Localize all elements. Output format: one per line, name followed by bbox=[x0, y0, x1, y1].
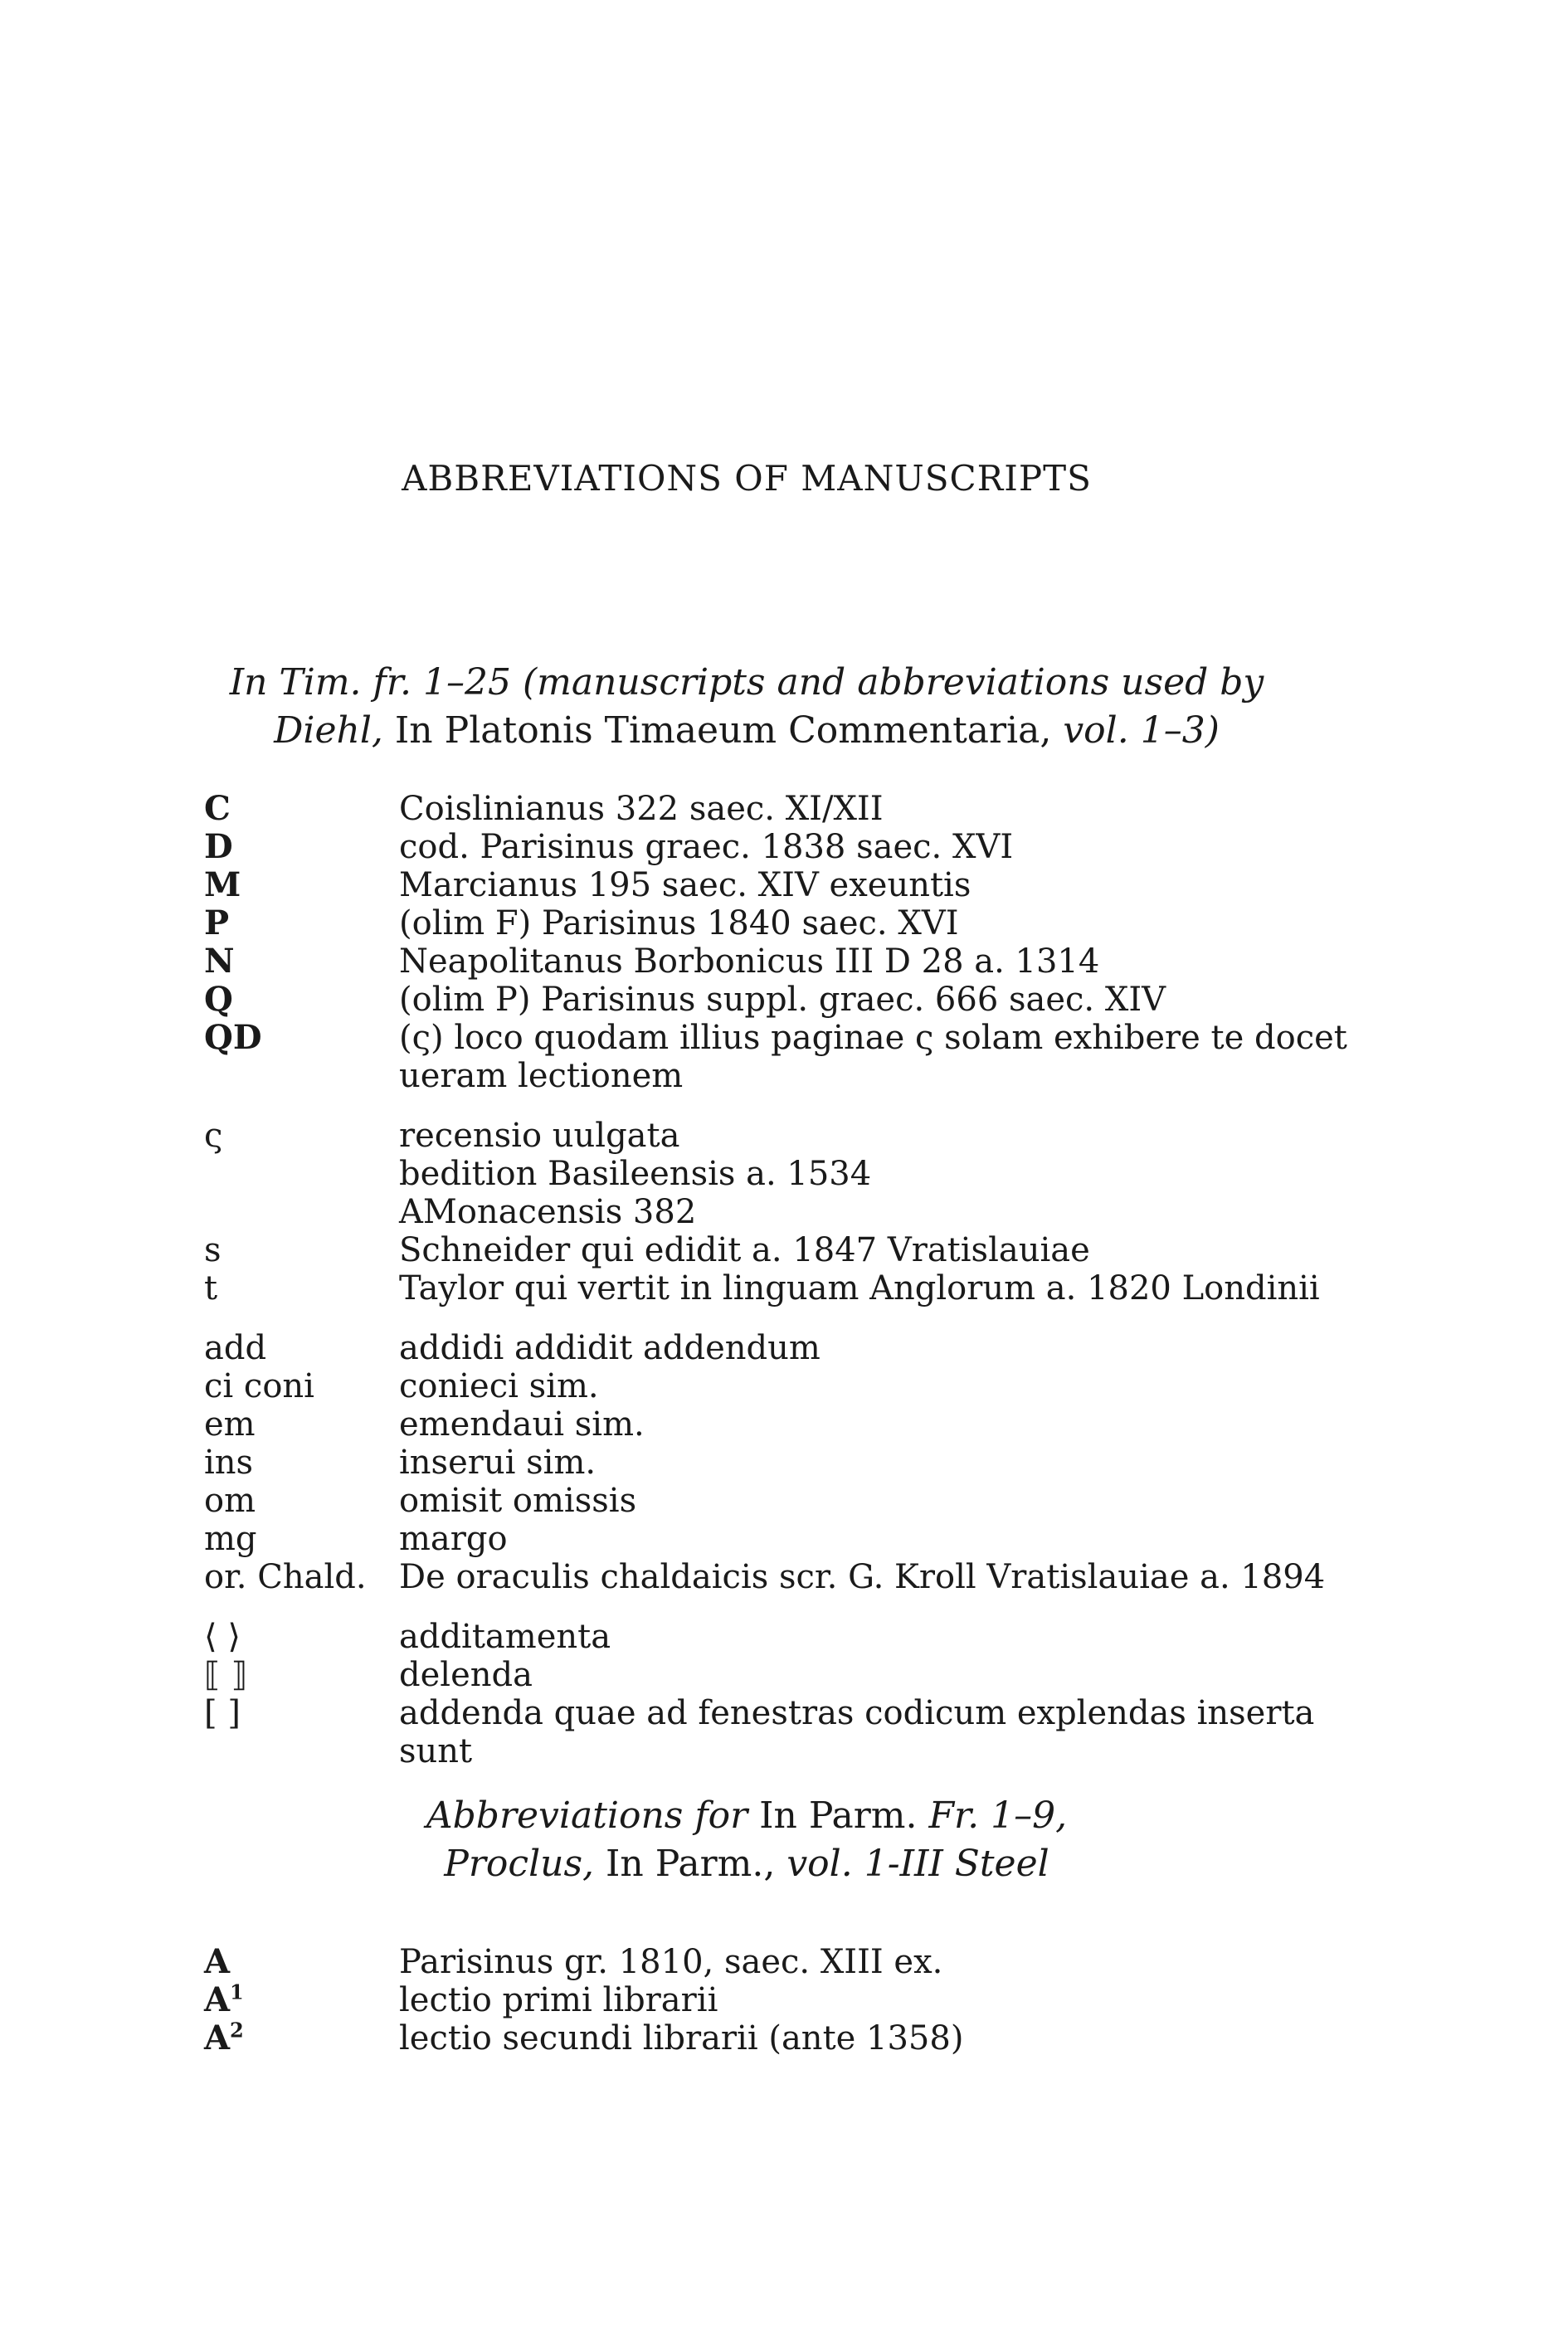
abbreviation-term: QD bbox=[204, 1018, 262, 1057]
abbreviation-entry bbox=[204, 1269, 1382, 1307]
abbreviation-term: N bbox=[204, 942, 235, 981]
abbreviation-description: De oraculis chaldaicis scr. G. Kroll Vratislauiae a. 1894 bbox=[399, 1558, 1326, 1596]
abbreviation-entry bbox=[204, 1117, 1382, 1155]
heading-text: Proclus, bbox=[444, 1843, 595, 1885]
abbreviation-description: Schneider qui edidit a. 1847 Vratislauiae bbox=[399, 1231, 1090, 1269]
heading-text: In Tim. fr. 1–25 (manuscripts and abbreviations used by bbox=[229, 661, 1264, 704]
abbreviation-term bbox=[204, 2019, 399, 2057]
abbreviation-list-timaeus bbox=[204, 790, 1382, 1770]
heading-text: vol. 1-III Steel bbox=[786, 1843, 1049, 1885]
abbreviation-term: [ ] bbox=[204, 1694, 241, 1732]
abbreviation-entry bbox=[204, 1618, 1382, 1656]
abbreviation-description: addenda quae ad fenestras codicum explendas inserta sunt bbox=[399, 1694, 1315, 1770]
abbreviation-entry bbox=[204, 1981, 1382, 2019]
abbreviation-term: s bbox=[204, 1231, 222, 1269]
abbreviation-description: omisit omissis bbox=[399, 1482, 637, 1520]
abbreviation-term bbox=[204, 1943, 399, 1981]
abbreviation-term-letter: A bbox=[204, 2018, 231, 2057]
group-gap bbox=[204, 1307, 1382, 1329]
abbreviation-description: recensio uulgata bbox=[399, 1117, 680, 1155]
abbreviation-description: (ς) loco quodam illius paginae ς solam exhibere te docet ueram lectionem bbox=[399, 1019, 1347, 1095]
abbreviation-description: Parisinus gr. 1810, saec. XIII ex. bbox=[399, 1943, 943, 1981]
abbreviation-term-letter: A bbox=[204, 1942, 231, 1981]
abbreviation-entry bbox=[204, 1656, 1382, 1694]
group-gap bbox=[204, 1596, 1382, 1618]
abbreviation-description: lectio primi librarii bbox=[399, 1981, 718, 2019]
abbreviation-list-parmenides bbox=[204, 1943, 1382, 2057]
heading-line-1 bbox=[0, 1792, 1493, 1840]
abbreviation-description: inserui sim. bbox=[399, 1444, 597, 1482]
abbreviation-description: Marcianus 195 saec. XIV exeuntis bbox=[399, 866, 971, 904]
abbreviation-entry bbox=[204, 1329, 1382, 1367]
abbreviation-term: ⟦ ⟧ bbox=[204, 1656, 248, 1694]
abbreviation-term: ci coni bbox=[204, 1367, 314, 1405]
abbreviation-description: margo bbox=[399, 1520, 508, 1558]
page-title: ABBREVIATIONS OF MANUSCRIPTS bbox=[402, 458, 1092, 499]
group-gap bbox=[204, 1095, 1382, 1117]
abbreviation-description: bedition Basileensis a. 1534 bbox=[399, 1155, 872, 1193]
abbreviation-description: Neapolitanus Borbonicus III D 28 a. 1314 bbox=[399, 942, 1100, 981]
abbreviation-term bbox=[204, 1981, 399, 2019]
abbreviation-entry bbox=[204, 981, 1382, 1019]
abbreviation-term: mg bbox=[204, 1520, 257, 1558]
abbreviation-entry bbox=[204, 904, 1382, 942]
abbreviation-term: P bbox=[204, 903, 230, 942]
heading-text: Diehl, bbox=[274, 709, 383, 752]
abbreviation-description: Coislinianus 322 saec. XI/XII bbox=[399, 790, 884, 828]
abbreviation-description: lectio secundi librarii (ante 1358) bbox=[399, 2019, 964, 2057]
heading-line-2 bbox=[0, 1840, 1493, 1888]
abbreviation-term: D bbox=[204, 827, 233, 866]
heading-line-1 bbox=[0, 659, 1493, 707]
heading-text: In Parm., bbox=[594, 1843, 787, 1885]
abbreviation-description: (olim P) Parisinus suppl. graec. 666 saec. XIV bbox=[399, 981, 1166, 1019]
abbreviation-term: om bbox=[204, 1482, 256, 1520]
heading-text: vol. 1–3) bbox=[1063, 709, 1220, 752]
abbreviation-description: delenda bbox=[399, 1656, 533, 1694]
abbreviation-entry bbox=[204, 790, 1382, 828]
heading-text: Abbreviations for bbox=[426, 1794, 748, 1837]
abbreviation-term: add bbox=[204, 1329, 267, 1367]
abbreviation-description: (olim F) Parisinus 1840 saec. XVI bbox=[399, 904, 959, 942]
abbreviation-superscript: 2 bbox=[230, 2018, 244, 2043]
heading-text: In Platonis Timaeum Commentaria, bbox=[382, 709, 1064, 752]
abbreviation-entry bbox=[204, 1943, 1382, 1981]
abbreviation-description: emendaui sim. bbox=[399, 1405, 645, 1444]
heading-line-2 bbox=[0, 707, 1493, 755]
abbreviation-entry bbox=[204, 2019, 1382, 2057]
abbreviation-term: C bbox=[204, 789, 231, 828]
abbreviation-term: or. Chald. bbox=[204, 1558, 367, 1596]
abbreviation-entry bbox=[204, 828, 1382, 866]
abbreviation-term: ⟨ ⟩ bbox=[204, 1618, 241, 1656]
abbreviation-entry bbox=[204, 1520, 1382, 1558]
abbreviation-description: addidi addidit addendum bbox=[399, 1329, 821, 1367]
abbreviation-entry bbox=[204, 1155, 1382, 1193]
abbreviation-term: ς bbox=[204, 1117, 223, 1155]
abbreviation-entry bbox=[204, 1019, 1382, 1095]
abbreviation-entry bbox=[204, 1193, 1382, 1231]
abbreviation-description: AMonacensis 382 bbox=[399, 1193, 697, 1231]
abbreviation-term: t bbox=[204, 1269, 218, 1307]
abbreviation-entry bbox=[204, 1367, 1382, 1405]
section-heading-timaeus bbox=[0, 659, 1493, 755]
abbreviation-term: ins bbox=[204, 1444, 254, 1482]
abbreviation-description: conieci sim. bbox=[399, 1367, 599, 1405]
abbreviation-term: M bbox=[204, 865, 241, 904]
abbreviation-superscript: 1 bbox=[230, 1979, 244, 2004]
abbreviation-term bbox=[204, 1193, 399, 1231]
abbreviation-entry bbox=[204, 1558, 1382, 1596]
section-heading-parmenides bbox=[0, 1792, 1493, 1888]
abbreviation-entry bbox=[204, 1444, 1382, 1482]
abbreviation-term: em bbox=[204, 1405, 256, 1444]
abbreviation-term-letter: A bbox=[204, 1980, 231, 2019]
heading-text: In Parm. bbox=[747, 1794, 929, 1837]
abbreviation-description: additamenta bbox=[399, 1618, 611, 1656]
abbreviation-entry bbox=[204, 942, 1382, 981]
abbreviation-description: Taylor qui vertit in linguam Anglorum a. 1820 Londinii bbox=[399, 1269, 1320, 1307]
abbreviation-description: cod. Parisinus graec. 1838 saec. XVI bbox=[399, 828, 1014, 866]
abbreviation-term bbox=[204, 1155, 399, 1193]
abbreviation-term: Q bbox=[204, 980, 233, 1019]
heading-text: Fr. 1–9, bbox=[928, 1794, 1068, 1837]
abbreviation-entry bbox=[204, 866, 1382, 904]
abbreviation-entry bbox=[204, 1405, 1382, 1444]
abbreviation-entry bbox=[204, 1482, 1382, 1520]
abbreviation-entry bbox=[204, 1694, 1382, 1770]
abbreviation-entry bbox=[204, 1231, 1382, 1269]
